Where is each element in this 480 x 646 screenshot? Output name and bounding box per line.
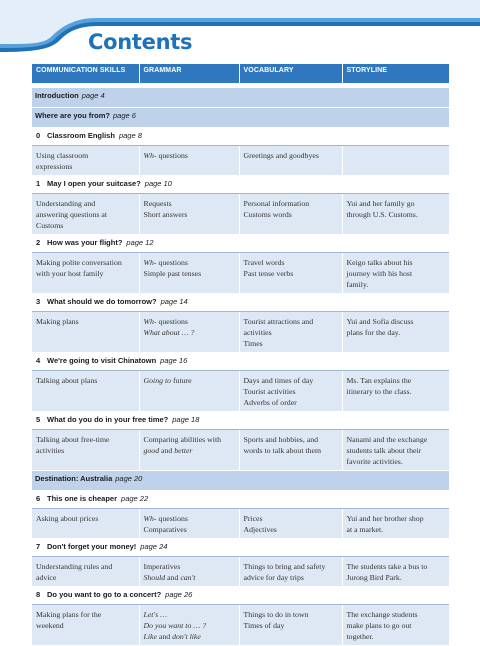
cell-text: favorite activities. — [346, 457, 403, 466]
cell-text: Comparing abilities with — [143, 435, 222, 444]
column-header: STORYLINE — [342, 64, 449, 83]
storyline-cell — [342, 430, 449, 471]
unit-title: Classroom English — [47, 131, 115, 140]
cell-line — [244, 609, 338, 620]
cell-line — [36, 513, 135, 524]
section-band[interactable] — [32, 88, 449, 108]
unit-number: 6 — [36, 494, 41, 503]
vocabulary-cell — [239, 509, 342, 539]
unit-page: page 8 — [118, 131, 142, 140]
cell-text: questions — [156, 514, 188, 523]
cell-text: Requests — [143, 199, 172, 208]
cell-text: Nanami and the exchange — [346, 435, 428, 444]
unit-title: What should we do tomorrow? — [47, 297, 157, 306]
unit-page: page 22 — [121, 494, 149, 503]
storyline-cell — [342, 509, 449, 539]
cell-text: Times — [243, 339, 263, 348]
table-row — [32, 371, 449, 412]
cell-text: journey with his host — [346, 269, 413, 278]
cell-text: can't — [180, 573, 196, 582]
cell-text: Going to — [143, 376, 172, 385]
cell-line — [36, 561, 135, 572]
cell-text: Asking about prices — [36, 514, 99, 523]
cell-line — [36, 198, 135, 209]
communication-skills-cell — [32, 194, 139, 235]
table-row — [32, 146, 449, 176]
cell-line — [347, 609, 446, 620]
cell-text: Wh- — [143, 514, 157, 523]
cell-text: advice — [36, 573, 57, 582]
cell-text: together. — [346, 632, 374, 641]
cell-text: Short answers — [143, 210, 188, 219]
unit-page: page 12 — [126, 238, 154, 247]
cell-line — [36, 316, 135, 327]
cell-text: through U.S. Customs. — [346, 210, 418, 219]
cell-line — [244, 257, 338, 268]
cell-line — [244, 620, 338, 631]
cell-line — [144, 327, 235, 338]
unit-page: page 16 — [160, 356, 188, 365]
table-row — [32, 605, 449, 646]
storyline-cell — [342, 557, 449, 587]
cell-text: don't like — [172, 632, 201, 641]
cell-text: Wh- — [143, 317, 157, 326]
cell-text: The exchange students — [346, 610, 418, 619]
unit-title-row[interactable] — [32, 353, 449, 371]
unit-number: 8 — [36, 590, 41, 599]
storyline-cell — [342, 194, 449, 235]
unit-title-row[interactable] — [32, 176, 449, 194]
cell-line — [36, 268, 135, 279]
unit-number: 0 — [36, 131, 41, 140]
cell-line — [36, 572, 135, 583]
cell-text: Making polite conversation — [36, 258, 122, 267]
unit-number: 5 — [36, 415, 41, 424]
cell-line — [244, 445, 338, 456]
section-label: Introduction — [35, 91, 79, 100]
cell-text: at a market. — [346, 525, 384, 534]
cell-line — [36, 445, 135, 456]
cell-line — [144, 513, 235, 524]
grammar-cell — [139, 194, 239, 235]
cell-line — [347, 327, 446, 338]
vocabulary-cell — [239, 557, 342, 587]
cell-text: Yui and her family go — [346, 199, 415, 208]
cell-text: Yui and her brother shop — [346, 514, 424, 523]
column-header: GRAMMAR — [139, 64, 239, 83]
grammar-cell — [139, 557, 239, 587]
cell-text: family. — [346, 280, 369, 289]
cell-text: Understanding rules and — [36, 562, 113, 571]
unit-page: page 26 — [165, 590, 193, 599]
cell-line — [244, 386, 338, 397]
cell-line — [347, 524, 446, 535]
cell-text: questions — [156, 151, 188, 160]
cell-text: Keigo talks about his — [346, 258, 413, 267]
vocabulary-cell — [239, 312, 342, 353]
cell-text: Let's … — [143, 610, 168, 619]
cell-text: Yui and Sofia discuss — [346, 317, 414, 326]
cell-line — [144, 434, 235, 445]
unit-number: 7 — [36, 542, 41, 551]
unit-page: page 24 — [140, 542, 168, 551]
cell-line — [144, 631, 235, 642]
cell-text: Should — [143, 573, 166, 582]
unit-title: May I open your suitcase? — [47, 179, 141, 188]
cell-line — [144, 150, 235, 161]
unit-title-row[interactable] — [32, 587, 449, 605]
table-row — [32, 430, 449, 471]
cell-text: Imperatives — [143, 562, 181, 571]
cell-text: expressions — [36, 162, 73, 171]
vocabulary-cell — [239, 371, 342, 412]
section-label: Destination: Australia — [35, 474, 113, 483]
cell-line — [244, 209, 338, 220]
cell-line — [244, 561, 338, 572]
cell-line — [347, 434, 446, 445]
unit-title-row[interactable] — [32, 128, 449, 146]
section-band[interactable] — [32, 108, 449, 128]
cell-text: weekend — [36, 621, 64, 630]
cell-line — [347, 375, 446, 386]
vocabulary-cell — [239, 430, 342, 471]
grammar-cell — [139, 253, 239, 294]
cell-text: What about … ? — [143, 328, 195, 337]
cell-text: Days and times of day — [243, 376, 314, 385]
cell-line — [144, 268, 235, 279]
communication-skills-cell — [32, 146, 139, 176]
cell-line — [144, 198, 235, 209]
cell-line — [347, 572, 446, 583]
cell-text: and — [156, 632, 173, 641]
table-header-row — [32, 64, 449, 83]
cell-text: Understanding and — [36, 199, 96, 208]
cell-text: Prices — [243, 514, 263, 523]
cell-text: Wh- — [143, 258, 157, 267]
unit-title-row[interactable] — [32, 491, 449, 509]
cell-line — [347, 279, 446, 290]
cell-line — [244, 198, 338, 209]
cell-text: itinerary to the class. — [346, 387, 412, 396]
cell-text: Talking about plans — [36, 376, 98, 385]
unit-title: We're going to visit Chinatown — [47, 356, 157, 365]
cell-text: Sports and hobbies, and — [243, 435, 318, 444]
communication-skills-cell — [32, 430, 139, 471]
cell-text: students talk about their — [346, 446, 422, 455]
cell-line — [36, 209, 135, 220]
cell-text: Customs — [36, 221, 64, 230]
column-header: COMMUNICATION SKILLS — [32, 64, 139, 83]
cell-text: activities — [243, 328, 272, 337]
cell-line — [36, 220, 135, 231]
vocabulary-cell — [239, 253, 342, 294]
unit-title-row[interactable] — [32, 412, 449, 430]
cell-text: Greetings and goodbyes — [243, 151, 319, 160]
cell-line — [347, 316, 446, 327]
table-row — [32, 253, 449, 294]
cell-text: questions — [156, 317, 188, 326]
cell-line — [347, 257, 446, 268]
cell-text: future — [171, 376, 192, 385]
cell-line — [144, 316, 235, 327]
unit-page: page 14 — [160, 297, 188, 306]
cell-text: The students take a bus to — [346, 562, 428, 571]
cell-text: Do you want to … ? — [143, 621, 207, 630]
cell-line — [144, 561, 235, 572]
vocabulary-cell — [239, 194, 342, 235]
cell-line — [36, 150, 135, 161]
cell-text: Jurong Bird Park. — [346, 573, 402, 582]
cell-text: Tourist attractions and — [243, 317, 314, 326]
communication-skills-cell — [32, 371, 139, 412]
table-row — [32, 312, 449, 353]
grammar-cell — [139, 371, 239, 412]
table-row — [32, 557, 449, 587]
cell-text: good — [143, 446, 160, 455]
vocabulary-cell — [239, 605, 342, 646]
cell-line — [244, 375, 338, 386]
unit-number: 4 — [36, 356, 41, 365]
unit-number: 1 — [36, 179, 41, 188]
section-band[interactable] — [32, 471, 449, 491]
communication-skills-cell — [32, 557, 139, 587]
storyline-cell — [342, 371, 449, 412]
cell-text: questions — [156, 258, 188, 267]
communication-skills-cell — [32, 312, 139, 353]
unit-number: 3 — [36, 297, 41, 306]
storyline-cell — [342, 146, 449, 176]
grammar-cell — [139, 312, 239, 353]
cell-text: Talking about free-time — [36, 435, 110, 444]
grammar-cell — [139, 605, 239, 646]
cell-text: and — [165, 573, 181, 582]
cell-text: Comparatives — [143, 525, 187, 534]
cell-line — [244, 524, 338, 535]
storyline-cell — [342, 312, 449, 353]
communication-skills-cell — [32, 605, 139, 646]
unit-title: How was your flight? — [47, 238, 123, 247]
table-row — [32, 509, 449, 539]
cell-line — [36, 161, 135, 172]
cell-text: better — [174, 446, 193, 455]
table-row — [32, 194, 449, 235]
cell-line — [244, 434, 338, 445]
storyline-cell — [342, 253, 449, 294]
cell-line — [347, 209, 446, 220]
cell-text: Things to do in town — [243, 610, 309, 619]
column-header: VOCABULARY — [239, 64, 342, 83]
vocabulary-cell — [239, 146, 342, 176]
cell-line — [144, 209, 235, 220]
section-page: page 6 — [113, 111, 136, 120]
cell-line — [144, 572, 235, 583]
header-wave-graphic — [0, 0, 480, 60]
cell-text: Adverbs of order — [243, 398, 297, 407]
cell-line — [144, 257, 235, 268]
cell-line — [144, 609, 235, 620]
grammar-cell — [139, 430, 239, 471]
page-title: Contents — [88, 30, 193, 54]
cell-line — [144, 375, 235, 386]
cell-text: Times of day — [243, 621, 285, 630]
cell-text: Ms. Tan explains the — [346, 376, 412, 385]
cell-text: answering questions at — [36, 210, 108, 219]
cell-text: words to talk about them — [243, 446, 322, 455]
communication-skills-cell — [32, 509, 139, 539]
cell-line — [244, 572, 338, 583]
cell-text: Simple past tenses — [143, 269, 202, 278]
communication-skills-cell — [32, 253, 139, 294]
cell-line — [347, 561, 446, 572]
cell-line — [347, 445, 446, 456]
cell-line — [144, 620, 235, 631]
grammar-cell — [139, 509, 239, 539]
cell-line — [347, 456, 446, 467]
cell-line — [36, 434, 135, 445]
section-page: page 4 — [81, 91, 105, 100]
cell-line — [36, 609, 135, 620]
cell-text: Customs words — [243, 210, 292, 219]
unit-page: page 18 — [172, 415, 200, 424]
unit-title: Don't forget your money! — [47, 542, 137, 551]
cell-text: Making plans — [36, 317, 79, 326]
cell-text: Tourist activities — [243, 387, 296, 396]
cell-line — [144, 445, 235, 456]
cell-line — [347, 513, 446, 524]
cell-text: Adjectives — [243, 525, 277, 534]
cell-text: Like — [143, 632, 157, 641]
cell-text: Past tense verbs — [243, 269, 294, 278]
unit-title: This one is cheaper — [47, 494, 118, 503]
cell-line — [244, 397, 338, 408]
cell-line — [244, 513, 338, 524]
cell-line — [244, 150, 338, 161]
unit-title: What do you do in your free time? — [47, 415, 169, 424]
cell-line — [347, 198, 446, 209]
cell-text: advice for day trips — [243, 573, 304, 582]
unit-page: page 10 — [144, 179, 172, 188]
unit-title-row[interactable] — [32, 235, 449, 253]
storyline-cell — [342, 605, 449, 646]
cell-text: plans for the day. — [346, 328, 401, 337]
grammar-cell — [139, 146, 239, 176]
unit-title-row[interactable] — [32, 294, 449, 312]
cell-text: with your host family — [36, 269, 104, 278]
cell-line — [36, 375, 135, 386]
cell-text: Making plans for the — [36, 610, 102, 619]
unit-title-row[interactable] — [32, 539, 449, 557]
unit-title: Do you want to go to a concert? — [47, 590, 162, 599]
section-label: Where are you from? — [35, 111, 111, 120]
cell-text: Things to bring and safety — [243, 562, 326, 571]
cell-text: make plans to go out — [346, 621, 412, 630]
cell-text: activities — [36, 446, 65, 455]
cell-text: Personal information — [243, 199, 310, 208]
cell-line — [36, 257, 135, 268]
cell-line — [244, 338, 338, 349]
unit-number: 2 — [36, 238, 41, 247]
cell-line — [36, 620, 135, 631]
cell-line — [347, 386, 446, 397]
cell-line — [144, 524, 235, 535]
cell-line — [244, 268, 338, 279]
cell-line — [244, 327, 338, 338]
cell-line — [347, 631, 446, 642]
cell-line — [244, 316, 338, 327]
cell-text: and — [159, 446, 175, 455]
contents-table — [32, 64, 449, 646]
cell-text: Wh- — [143, 151, 157, 160]
cell-text: Using classroom — [36, 151, 89, 160]
cell-line — [347, 620, 446, 631]
cell-line — [347, 268, 446, 279]
section-page: page 20 — [115, 474, 143, 483]
cell-text: Travel words — [243, 258, 285, 267]
